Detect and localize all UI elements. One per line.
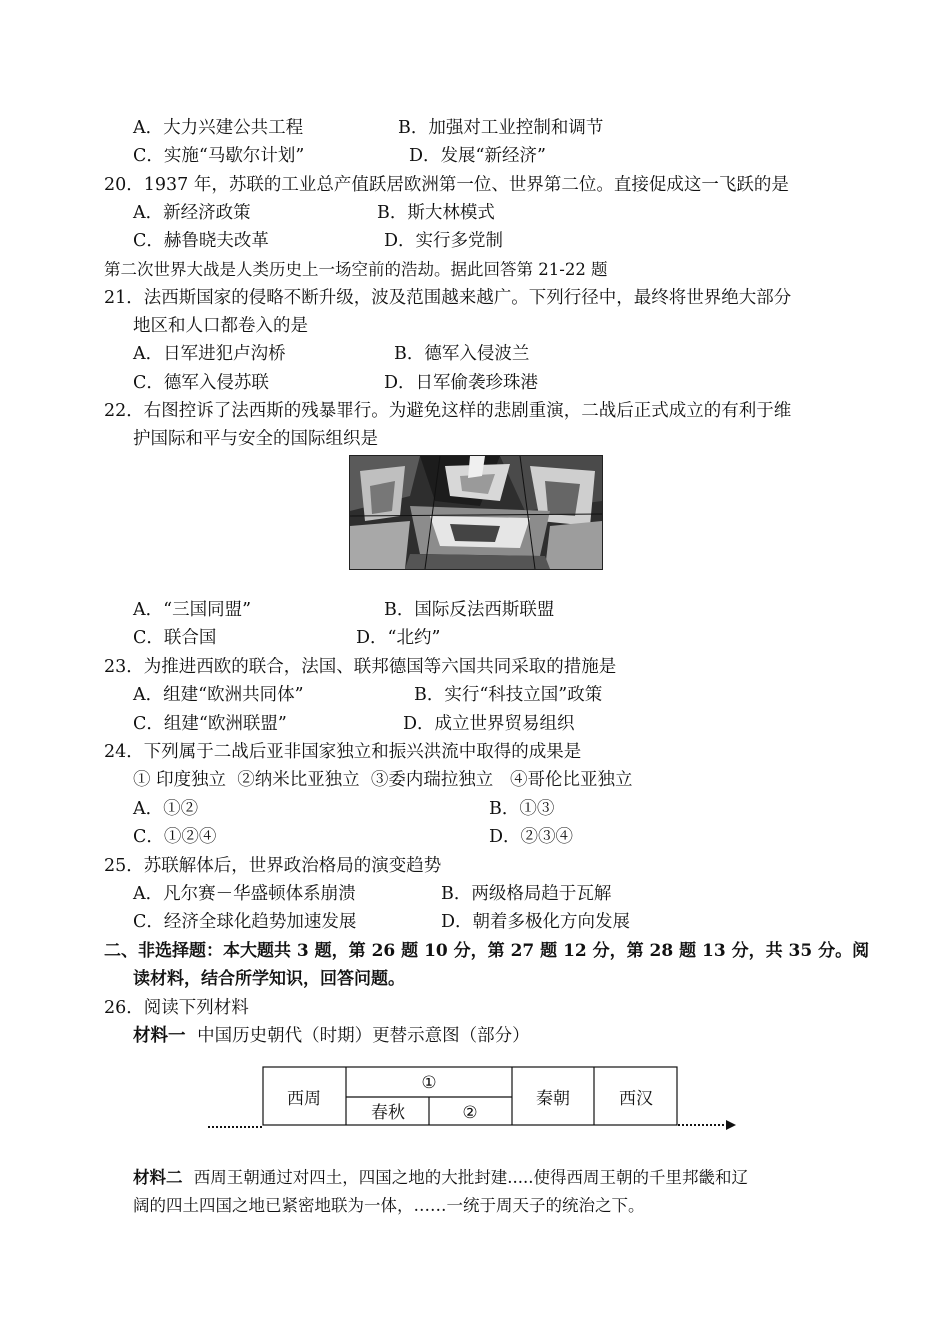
cell-qin: 秦朝	[536, 1089, 570, 1109]
q25-option-d: D．朝着多极化方向发展	[441, 912, 631, 932]
q24-option-c: C．①②④	[133, 827, 217, 847]
q22-stem-line-1: 22．右图控诉了法西斯的残暴罪行。为避免这样的悲剧重演，二战后正式成立的有利于维	[104, 401, 792, 421]
cell-xihan: 西汉	[619, 1089, 653, 1109]
q21-stem-line-2: 地区和人口都卷入的是	[133, 316, 308, 336]
q20-stem: 20．1937 年，苏联的工业总产值跃居欧洲第一位、世界第二位。直接促成这一飞跃的是	[104, 175, 789, 195]
q21-option-c: C．德军入侵苏联	[133, 373, 269, 393]
q24-option-b: B．①③	[489, 799, 555, 819]
q22-stem-line-2: 护国际和平与安全的国际组织是	[133, 429, 378, 449]
material2-text-1: 西周王朝通过对四土，四国之地的大批封建.....使得西周王朝的千里邦畿和辽	[193, 1168, 748, 1187]
q25-stem: 25．苏联解体后，世界政治格局的演变趋势	[104, 856, 442, 876]
q24-option-d: D．②③④	[489, 827, 574, 847]
q23-stem: 23．为推进西欧的联合，法国、联邦德国等六国共同采取的措施是	[104, 657, 617, 677]
q21-stem-line-1: 21．法西斯国家的侵略不断升级，波及范围越来越广。下列行径中，最终将世界绝大部分	[104, 288, 792, 308]
cell-blank-1: ①	[421, 1073, 437, 1093]
q20-option-a: A．新经济政策	[133, 203, 251, 223]
q21-option-d: D．日军偷袭珍珠港	[384, 373, 539, 393]
q22-option-b: B．国际反法西斯联盟	[384, 600, 555, 620]
intro-21-22: 第二次世界大战是人类历史上一场空前的浩劫。据此回答第 21-22 题	[104, 260, 608, 279]
q19-option-c: C．实施“马歇尔计划”	[133, 146, 305, 166]
q25-option-a: A．凡尔赛－华盛顿体系崩溃	[133, 884, 356, 904]
q22-option-d: D．“北约”	[356, 628, 441, 648]
q26-material1	[133, 1025, 530, 1047]
q24-items: ① 印度独立 ②纳米比亚独立 ③委内瑞拉独立 ④哥伦比亚独立	[133, 770, 633, 790]
q26-material2-line-1	[133, 1167, 748, 1189]
material1-label: 材料一	[133, 1026, 186, 1046]
q24-stem: 24．下列属于二战后亚非国家独立和振兴洪流中取得的成果是	[104, 742, 582, 762]
q19-option-d: D．发展“新经济”	[409, 146, 546, 166]
q25-option-c: C．经济全球化趋势加速发展	[133, 912, 357, 932]
q20-option-c: C．赫鲁晓夫改革	[133, 231, 269, 251]
cell-xizhou: 西周	[287, 1089, 321, 1109]
q20-option-b: B．斯大林模式	[377, 203, 495, 223]
guernica-painting-image	[349, 455, 603, 570]
q19-option-a: A．大力兴建公共工程	[133, 118, 304, 138]
q22-option-c: C．联合国	[133, 628, 217, 648]
section2-heading-line-1: 二、非选择题：本大题共 3 题，第 26 题 10 分，第 27 题 12 分，第 28 题 13 分，共 35 分。阅	[104, 941, 870, 961]
material2-label: 材料二	[133, 1168, 183, 1187]
q19-option-b: B．加强对工业控制和调节	[398, 118, 604, 138]
q25-option-b: B．两级格局趋于瓦解	[441, 884, 612, 904]
dynasty-timeline-chart	[200, 1064, 740, 1144]
q23-option-a: A．组建“欧洲共同体”	[133, 685, 304, 705]
q20-option-d: D．实行多党制	[384, 231, 504, 251]
material1-title: 中国历史朝代（时期）更替示意图（部分）	[197, 1026, 530, 1046]
q23-option-d: D．成立世界贸易组织	[403, 714, 575, 734]
q24-option-a: A．①②	[133, 799, 199, 819]
q23-option-c: C．组建“欧洲联盟”	[133, 714, 287, 734]
q26-stem: 26．阅读下列材料	[104, 998, 249, 1018]
q22-option-a: A．“三国同盟”	[133, 600, 252, 620]
section2-heading-line-2: 读材料，结合所学知识，回答问题。	[133, 969, 405, 989]
q21-option-b: B．德军入侵波兰	[394, 344, 530, 364]
q21-option-a: A．日军进犯卢沟桥	[133, 344, 286, 364]
cell-blank-2: ②	[462, 1103, 478, 1123]
q23-option-b: B．实行“科技立国”政策	[414, 685, 603, 705]
q26-material2-line-2: 阔的四土四国之地已紧密地联为一体，……一统于周天子的统治之下。	[133, 1196, 645, 1215]
cell-chunqiu: 春秋	[371, 1103, 405, 1123]
